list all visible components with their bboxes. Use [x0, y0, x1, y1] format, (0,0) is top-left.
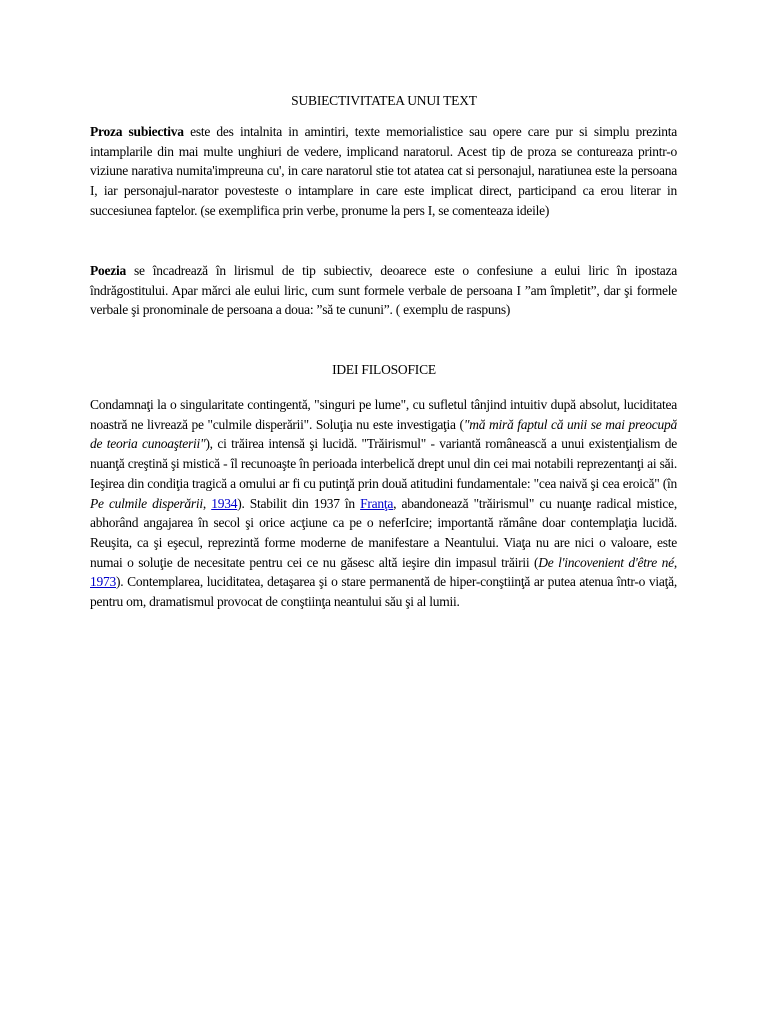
paragraph-proza	[90, 122, 677, 221]
proza-term: Proza subiectiva	[90, 124, 184, 139]
idei-quote: "mă miră faptul că unii se mai preocupă de teoria cunoaşterii"	[90, 416, 677, 452]
idei-text-2: ), ci trăirea intensă şi lucidă. "Trăirismul" - variantă românească a unui existenţialism de nuanţă creştină şi mistică - îl recunoaşte în perioada interbelică drept unul din cei mai notabili reprezentanţi ai săi. Ieşirea din condiţia tragică a omului ar fi cu putinţă prin două atitudini fundamentale: "cea naivă şi cea eroică" (în	[90, 436, 677, 491]
idei-text-3: ,	[202, 495, 212, 511]
idei-text-5: , abandonează "trăirismul" cu nuanţe radical mistice, abhorând angajarea în secol şi orice acţiune ca pe o neferIcire; importantă rămâne doar contemplaţia lucidă. Reuşita, ca şi eşecul, reprezintă forme moderne de manifestare a Neantului. Viaţa nu are nici o valoare, este numai o soluţie de necesitate pentru cei ce nu găsesc altă ieşire din impasul trăirii (	[90, 495, 677, 570]
paragraph-idei-filosofice	[90, 395, 677, 612]
poezia-text: se încadrează în lirismul de tip subiectiv, deoarece este o confesiune a eului liric în ipostaza îndrăgostitului. Apar mărci ale eului liric, cum sunt formele verbale de persoana I ”am împletit”, dar şi formele verbale şi pronominale de persoana a doua: ”să te cununi”. ( exemplu de raspuns)	[90, 263, 677, 318]
idei-text-6: ,	[673, 554, 678, 570]
idei-text-7: ). Contemplarea, luciditatea, detaşarea şi o stare permanentă de hiper-conştiinţă ar putea atenua într-o viaţă, pentru om, dramatismul provocat de conştiinţa neantului său şi al lumii.	[90, 574, 677, 610]
section-title-idei-filosofice: IDEI FILOSOFICE	[332, 362, 436, 377]
idei-text-4: ). Stabilit din 1937 în	[237, 495, 361, 511]
link-1934[interactable]: 1934	[211, 495, 238, 511]
book-title-inconvenient: De l'incovenient d'être né	[538, 554, 674, 570]
proza-text: este des intalnita in amintiri, texte memorialistice sau opere care pur si simplu prezinta intamplarile din mai multe unghiuri de vedere, implicand naratorul. Acest tip de proza se contureaza printr-o viziune narativa numita'impreuna cu', in care naratorul stie tot atatea cat si personajul, naratiunea este la persoana I, iar personajul-narator povesteste o intamplare in care este implicat direct, participand ca erou literar in succesiunea faptelor. (se exemplifica prin verbe, pronume la pers I, se comenteaza ideile)	[90, 124, 677, 218]
link-1973[interactable]: 1973	[90, 574, 116, 590]
link-franta[interactable]: Franţa	[360, 495, 394, 511]
book-title-pe-culmile: Pe culmile disperării	[90, 495, 203, 511]
idei-text-1: Condamnaţi la o singularitate contingentă, "singuri pe lume", cu sufletul tânjind intuitiv după absolut, luciditatea noastră ne livrează pe "culmile disperării". Soluţia nu este investigaţia (	[90, 397, 677, 432]
paragraph-poezia	[90, 261, 677, 320]
poezia-term: Poezia	[90, 263, 126, 278]
document-title: SUBIECTIVITATEA UNUI TEXT	[291, 93, 477, 108]
